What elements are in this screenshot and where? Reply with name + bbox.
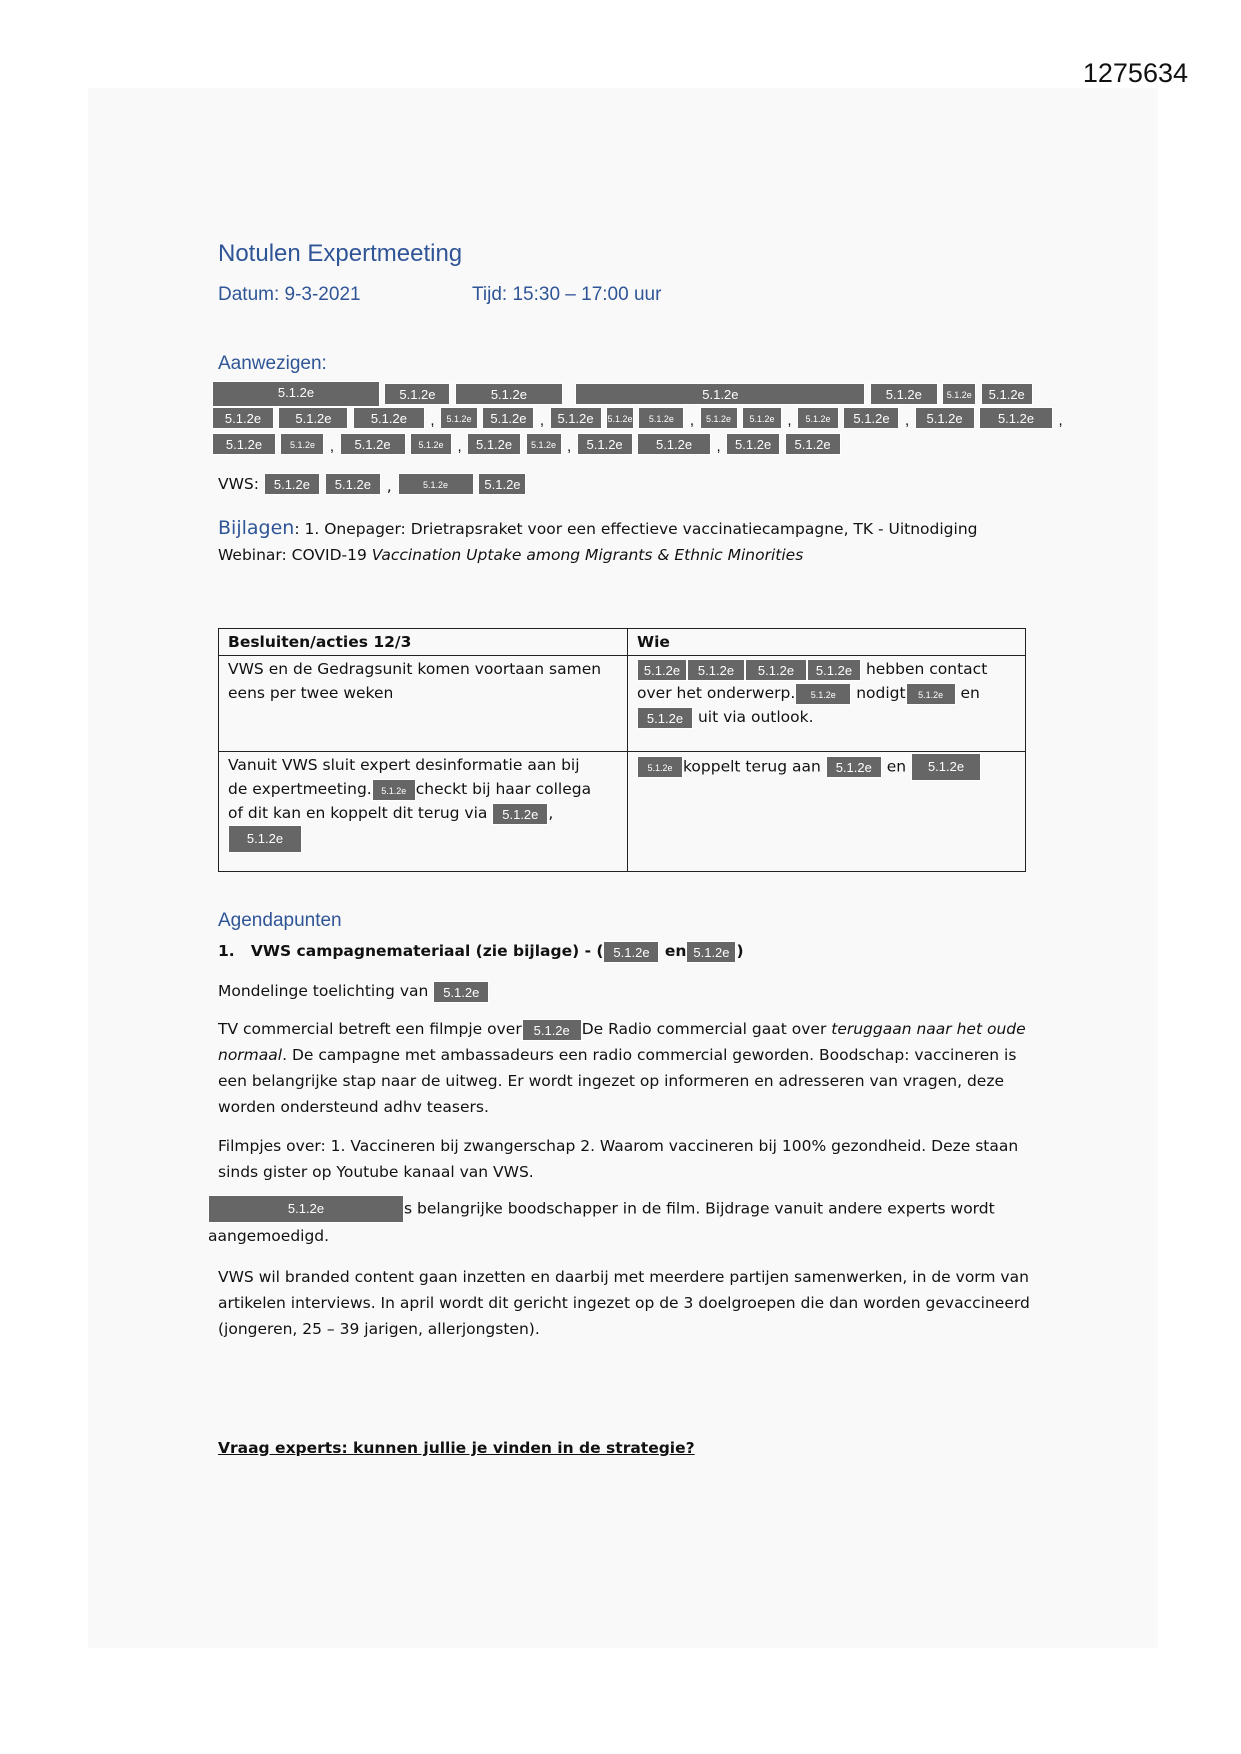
- redaction: 5.1.2e: [686, 941, 736, 963]
- agenda-item-1: [218, 938, 1030, 964]
- redaction: 5.1.2e: [942, 383, 976, 405]
- redaction: 5.1.2e: [492, 803, 548, 825]
- redaction: 5.1.2e: [440, 407, 478, 429]
- redaction: 5.1.2e: [795, 683, 851, 705]
- redaction: 5.1.2e: [212, 433, 276, 455]
- redaction: 5.1.2e: [742, 407, 782, 429]
- paragraph-branded-content: VWS wil branded content gaan inzetten en daarbij met meerdere partijen samenwerken, in de vorm van artikelen interviews. In april wordt dit gericht ingezet op de 3 doelgroepen die dan worden gevaccineerd (jongeren, 25 – 39 jarigen, allerjongsten).: [218, 1268, 1030, 1338]
- vws-attendees: VWS: 5.1.2e 5.1.2e , 5.1.2e 5.1.2e: [218, 473, 526, 495]
- paragraph-commercial: [218, 1016, 1030, 1120]
- redaction: 5.1.2e: [577, 433, 633, 455]
- redaction: 5.1.2e: [550, 407, 602, 429]
- table-header-decisions: Besluiten/acties 12/3: [219, 629, 628, 656]
- meeting-time: Tijd: 15:30 – 17:00 uur: [472, 284, 662, 305]
- redaction: 5.1.2e: [325, 473, 381, 495]
- redaction: 5.1.2e: [212, 407, 274, 429]
- redaction: 5.1.2e: [410, 433, 452, 455]
- redaction: 5.1.2e: [911, 753, 981, 781]
- redaction: 5.1.2e: [280, 433, 324, 455]
- text: teruggaan naar het oude normaal: [218, 1020, 1026, 1064]
- redaction: 5.1.2e: [278, 407, 348, 429]
- redaction: 5.1.2e: [745, 659, 807, 681]
- redaction: 5.1.2e: [398, 473, 474, 495]
- attendees-row-3: 5.1.2e 5.1.2e , 5.1.2e 5.1.2e , 5.1.2e 5.1.2e , 5.1.2e 5.1.2e , 5.1.2e 5.1.2e: [212, 433, 841, 455]
- text: . De campagne met ambassadeurs een radio commercial geworden. Boodschap: vaccineren is een belangrijke stap naar de uitweg. Er wordt ingezet op informeren en adresseren van vragen, deze worden ondersteund adhv teasers.: [218, 1046, 1017, 1116]
- redaction: 5.1.2e: [638, 407, 684, 429]
- expert-question: Vraag experts: kunnen jullie je vinden in de strategie?: [218, 1439, 695, 1457]
- toelichting-line: [218, 978, 1030, 1004]
- table-cell-who-1: [628, 656, 1026, 752]
- redaction: 5.1.2e: [433, 981, 489, 1003]
- redaction: 5.1.2e: [264, 473, 320, 495]
- attachments-colon: :: [294, 520, 300, 538]
- redaction: 5.1.2e: [637, 433, 711, 455]
- redaction: 5.1.2e: [870, 383, 938, 405]
- text: TV commercial betreft een filmpje over: [218, 1020, 522, 1038]
- text: Vanuit VWS sluit expert desinformatie aan bij: [228, 756, 580, 774]
- redaction: 5.1.2e: [228, 825, 302, 853]
- redaction: 5.1.2e: [726, 433, 780, 455]
- redaction: 5.1.2e: [807, 659, 861, 681]
- redaction: 5.1.2e: [575, 383, 865, 405]
- text: ,: [548, 804, 554, 822]
- text: uit via outlook.: [697, 708, 814, 726]
- redaction: 5.1.2e: [637, 659, 687, 681]
- meeting-date: Datum: 9-3-2021: [218, 284, 361, 305]
- redaction: 5.1.2e: [467, 433, 521, 455]
- agenda-item-title: VWS campagnemateriaal (zie bijlage) - (: [250, 942, 604, 960]
- redaction: 5.1.2e: [372, 779, 416, 801]
- text: ): [736, 942, 744, 960]
- redaction: 5.1.2e: [522, 1019, 582, 1041]
- redaction: 5.1.2e: [700, 407, 738, 429]
- paragraph-filmpjes: Filmpjes over: 1. Vaccineren bij zwangerschap 2. Waarom vaccineren bij 100% gezondheid. Deze staan sinds gister op Youtube kanaal van VWS.: [218, 1137, 1019, 1181]
- redaction: 5.1.2e: [981, 383, 1033, 405]
- text: checkt bij haar collega: [415, 780, 592, 798]
- table-cell-decision-2: [219, 752, 628, 872]
- agenda-item-number: 1.: [218, 942, 235, 960]
- attendees-row-1: [212, 381, 1033, 407]
- redaction: 5.1.2e: [482, 407, 534, 429]
- redaction: 5.1.2e: [212, 381, 380, 407]
- redaction: 5.1.2e: [906, 683, 956, 705]
- text: en: [960, 684, 980, 702]
- redaction: 5.1.2e: [687, 659, 745, 681]
- redaction: 5.1.2e: [785, 433, 841, 455]
- redaction: 5.1.2e: [384, 383, 450, 405]
- text: s belangrijke boodschapper in de film. Bijdrage vanuit andere experts wordt: [404, 1199, 995, 1218]
- document-title: Notulen Expertmeeting: [218, 240, 463, 267]
- paragraph-boodschapper: [208, 1195, 1030, 1249]
- agenda-heading: Agendapunten: [218, 910, 342, 931]
- text: Mondelinge toelichting van: [218, 982, 429, 1000]
- redaction: 5.1.2e: [826, 756, 882, 778]
- table-header-who: Wie: [628, 629, 1026, 656]
- text: aangemoedigd.: [208, 1227, 330, 1245]
- text: of dit kan en koppelt dit terug via: [228, 804, 488, 822]
- attachments-label: Bijlagen: [218, 517, 295, 539]
- attachments-line2-prefix: Webinar: COVID-19: [218, 546, 372, 564]
- attendees-heading: Aanwezigen:: [218, 353, 327, 374]
- text: De Radio commercial gaat over: [581, 1020, 832, 1038]
- table-cell-decision-1: VWS en de Gedragsunit komen voortaan samen eens per twee weken: [219, 656, 628, 752]
- attachments-webinar-title: Vaccination Uptake among Migrants & Ethnic Minorities: [371, 546, 804, 564]
- redaction: 5.1.2e: [603, 941, 659, 963]
- redaction: 5.1.2e: [915, 407, 975, 429]
- actions-table: [218, 628, 1026, 872]
- vws-label: VWS:: [218, 475, 259, 493]
- redaction: 5.1.2e: [340, 433, 406, 455]
- redaction: 5.1.2e: [797, 407, 839, 429]
- attachments: [218, 515, 1030, 568]
- redaction: 5.1.2e: [979, 407, 1053, 429]
- redaction: 5.1.2e: [478, 473, 526, 495]
- redaction: 5.1.2e: [606, 407, 634, 429]
- redaction: 5.1.2e: [455, 383, 563, 405]
- attachments-line1: 1. Onepager: Drietrapsraket voor een effectieve vaccinatiecampagne, TK - Uitnodiging: [299, 520, 978, 538]
- text: over het onderwerp.: [637, 684, 796, 702]
- document-id: 1275634: [1082, 58, 1188, 88]
- text: koppelt terug aan: [683, 757, 821, 776]
- redaction: 5.1.2e: [526, 433, 562, 455]
- table-cell-who-2: [628, 752, 1026, 872]
- text: de expertmeeting.: [228, 780, 372, 798]
- text: en: [664, 942, 687, 960]
- redaction: 5.1.2e: [208, 1195, 404, 1223]
- text: nodigt: [856, 684, 906, 702]
- attendees-row-2: 5.1.2e 5.1.2e 5.1.2e , 5.1.2e 5.1.2e , 5.1.2e 5.1.2e 5.1.2e , 5.1.2e 5.1.2e , 5.1.2e 5.1.2e , 5.1.2e 5.1.2e ,: [212, 407, 1064, 429]
- redaction: 5.1.2e: [353, 407, 425, 429]
- redaction: 5.1.2e: [843, 407, 899, 429]
- redaction: 5.1.2e: [637, 707, 693, 729]
- text: hebben contact: [865, 660, 988, 678]
- redaction: 5.1.2e: [637, 756, 683, 778]
- text: en: [886, 757, 907, 776]
